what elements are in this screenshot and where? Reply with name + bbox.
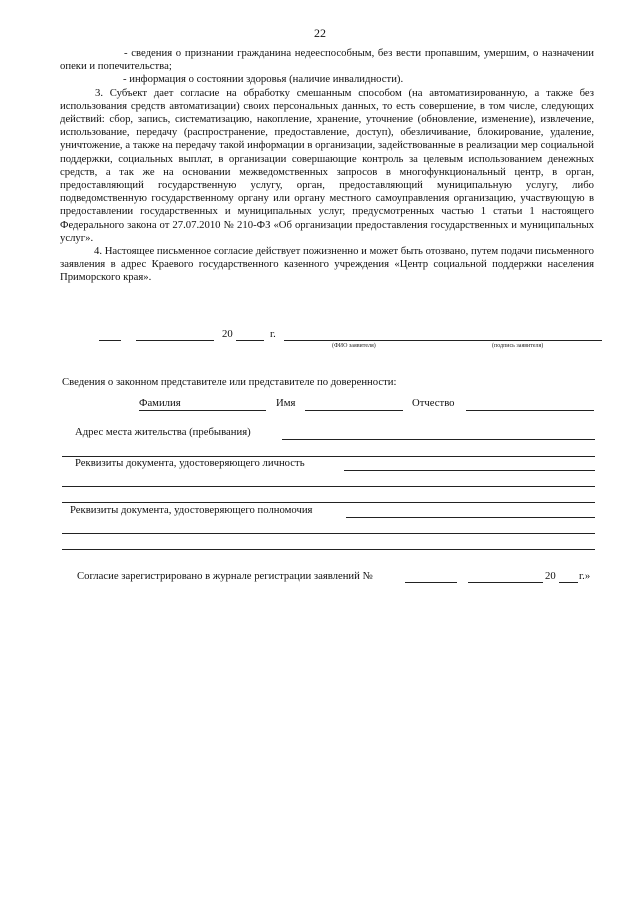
paragraph-incapacity: - сведения о признании гражданина недееспособным, без вести пропавшим, умершим, о назначении опеки и попечительства; bbox=[60, 47, 594, 73]
caption-fio: (ФИО заявителя) bbox=[332, 343, 376, 349]
paragraph-3-processing: 3. Субъект дает согласие на обработку смешанным способом (на автоматизированную, а также без использования средств автоматизации) своих персональных данных, то есть совершение, в том числе, следующих действий: сбор, запись, систематизацию, накопление, хранение, уточнение (обновление, изменение), извлечение, использование, передачу (распространение, предоставление, доступ), обезличивание, блокирование, удаление, уничтожение, а также на передачу такой информации в организации, задействованные в реализации мер социальной поддержки, социальных выплат, в организации совершающие контроль за целевым использованием денежных средств, а так же на основании межведомственных запросов в многофункциональный центр, в орган, предоставляющий государственную услугу, орган, предоставляющий муниципальную услугу, либо подведомственную государственному органу или органу местного самоуправления организацию, участвующую в предоставлении государственных и муниципальных услуг, предусмотренных частью 1 статьи 1 настоящего Федерального закона от 27.07.2010 № 210-ФЗ «Об организации предоставления государственных и муниципальных услуг». bbox=[60, 86, 594, 244]
paragraph-4-validity: 4. Настоящее письменное согласие действует пожизненно и может быть отозвано, путем подачи письменного заявления в адрес Краевого государственного казенного учреждения «Центр социальной поддержки населения Приморского края». bbox=[60, 245, 594, 284]
consent-body bbox=[60, 47, 594, 285]
representative-heading: Сведения о законном представителе или представителе по доверенности: bbox=[62, 376, 397, 388]
year-line[interactable] bbox=[236, 340, 264, 341]
id-doc-field[interactable] bbox=[344, 470, 595, 471]
address-label: Адрес места жительства (пребывания) bbox=[75, 426, 251, 438]
day-line[interactable] bbox=[99, 340, 121, 341]
registration-year-field[interactable] bbox=[559, 582, 578, 583]
year-prefix: 20 bbox=[222, 328, 233, 340]
authority-doc-label: Реквизиты документа, удостоверяющего полномочия bbox=[70, 504, 313, 516]
fio-signature-line[interactable] bbox=[284, 340, 602, 341]
authority-doc-field[interactable] bbox=[346, 517, 595, 518]
authority-doc-field-line-3[interactable] bbox=[62, 549, 595, 550]
surname-field[interactable] bbox=[139, 410, 266, 411]
id-doc-field-line-2[interactable] bbox=[62, 486, 595, 487]
registration-number-field[interactable] bbox=[405, 582, 457, 583]
paragraph-health: - информация о состоянии здоровья (наличие инвалидности). bbox=[123, 73, 404, 86]
page-number: 22 bbox=[314, 26, 326, 40]
id-doc-field-line-3[interactable] bbox=[62, 502, 595, 503]
year-suffix: г. bbox=[270, 328, 276, 340]
id-doc-label: Реквизиты документа, удостоверяющего личность bbox=[75, 457, 305, 469]
registration-year-prefix: 20 bbox=[545, 570, 556, 582]
authority-doc-field-line-2[interactable] bbox=[62, 533, 595, 534]
patronymic-field[interactable] bbox=[466, 410, 594, 411]
caption-signature: (подпись заявителя) bbox=[492, 343, 544, 349]
month-line[interactable] bbox=[136, 340, 214, 341]
registration-year-suffix: г.» bbox=[579, 570, 591, 582]
registration-text: Согласие зарегистрировано в журнале регистрации заявлений № bbox=[77, 570, 373, 582]
registration-date-field[interactable] bbox=[468, 582, 543, 583]
surname-label: Фамилия bbox=[139, 397, 181, 409]
name-field[interactable] bbox=[305, 410, 403, 411]
name-label: Имя bbox=[276, 397, 296, 409]
patronymic-label: Отчество bbox=[412, 397, 455, 409]
address-field[interactable] bbox=[282, 439, 595, 440]
